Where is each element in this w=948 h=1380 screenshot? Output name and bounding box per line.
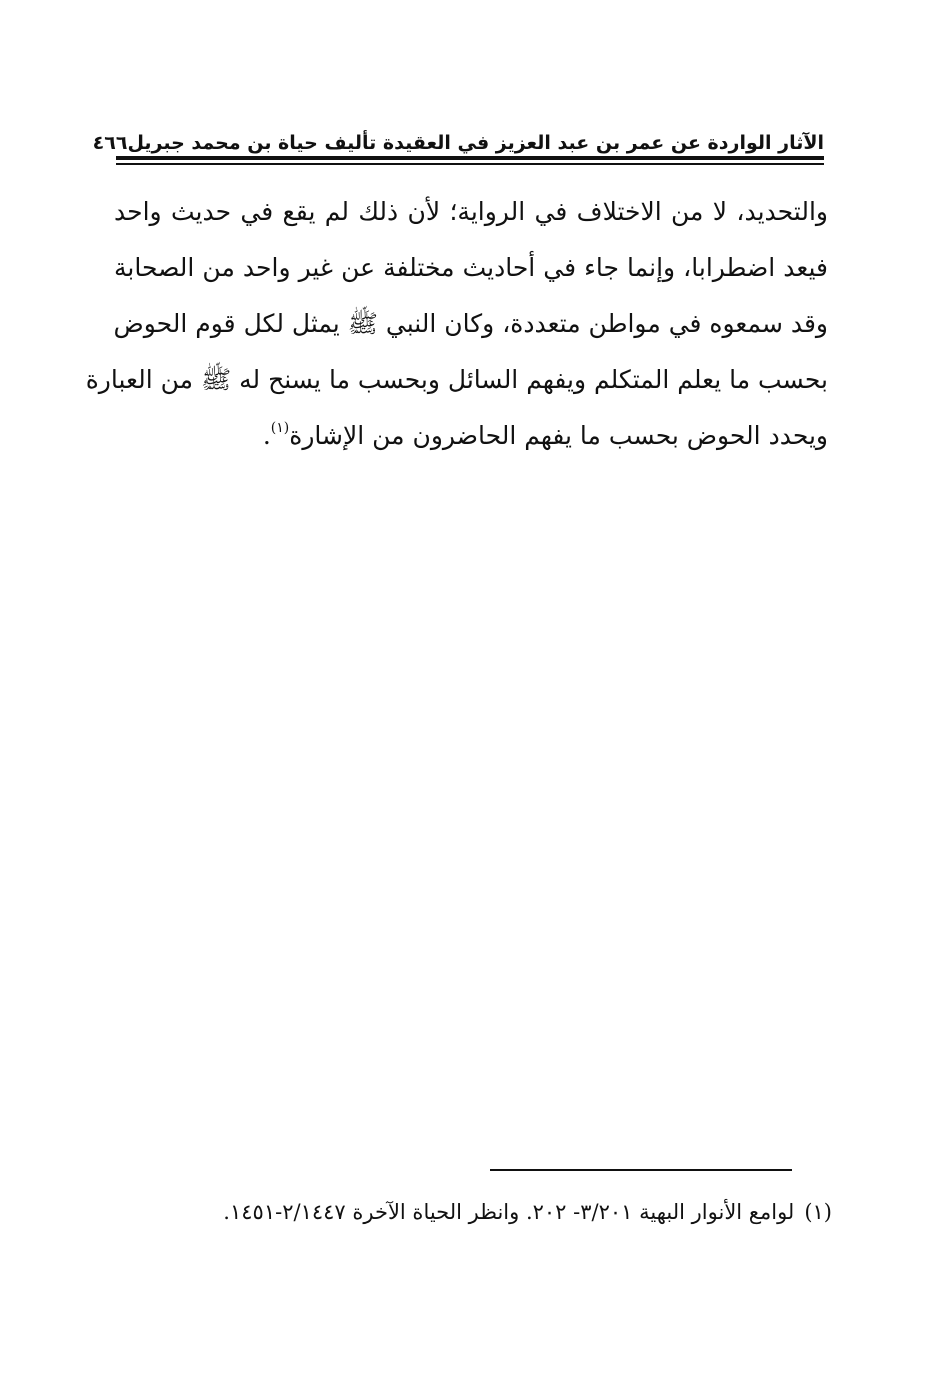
body-line-last xyxy=(114,408,828,464)
body-line-text: ويحدد الحوض بحسب ما يفهم الحاضرون من الإشارة xyxy=(289,421,828,450)
body-line: فيعد اضطرابا، وإنما جاء في أحاديث مختلفة عن غير واحد من الصحابة xyxy=(114,253,828,282)
footnote-text: لوامع الأنوار البهية ٣/٢٠١- ٢٠٢. وانظر الحياة الآخرة ٢/١٤٤٧-١٤٥١. xyxy=(223,1200,795,1224)
page-number: ٤٦٦ xyxy=(92,132,128,154)
footnote-reference: (١) xyxy=(270,420,290,436)
body-line: وقد سمعوه في مواطن متعددة، وكان النبي ﷺ يمثل لكل قوم الحوض xyxy=(113,309,828,338)
header-rule-thin xyxy=(116,163,824,165)
header-rule-thick xyxy=(116,156,824,160)
footnote xyxy=(120,1194,832,1230)
sentence-end: . xyxy=(262,421,271,450)
body-text xyxy=(85,184,828,464)
footnote-separator xyxy=(490,1169,792,1171)
header-title: الآثار الواردة عن عمر بن عبد العزيز في العقيدة تأليف حياة بن محمد جبريل xyxy=(127,132,824,154)
footnote-number: (١) xyxy=(804,1200,832,1224)
running-header xyxy=(92,118,824,154)
body-line: بحسب ما يعلم المتكلم ويفهم السائل وبحسب ما يسنح له ﷺ من العبارة xyxy=(85,365,828,394)
body-line: والتحديد، لا من الاختلاف في الرواية؛ لأن ذلك لم يقع في حديث واحد xyxy=(114,197,828,226)
